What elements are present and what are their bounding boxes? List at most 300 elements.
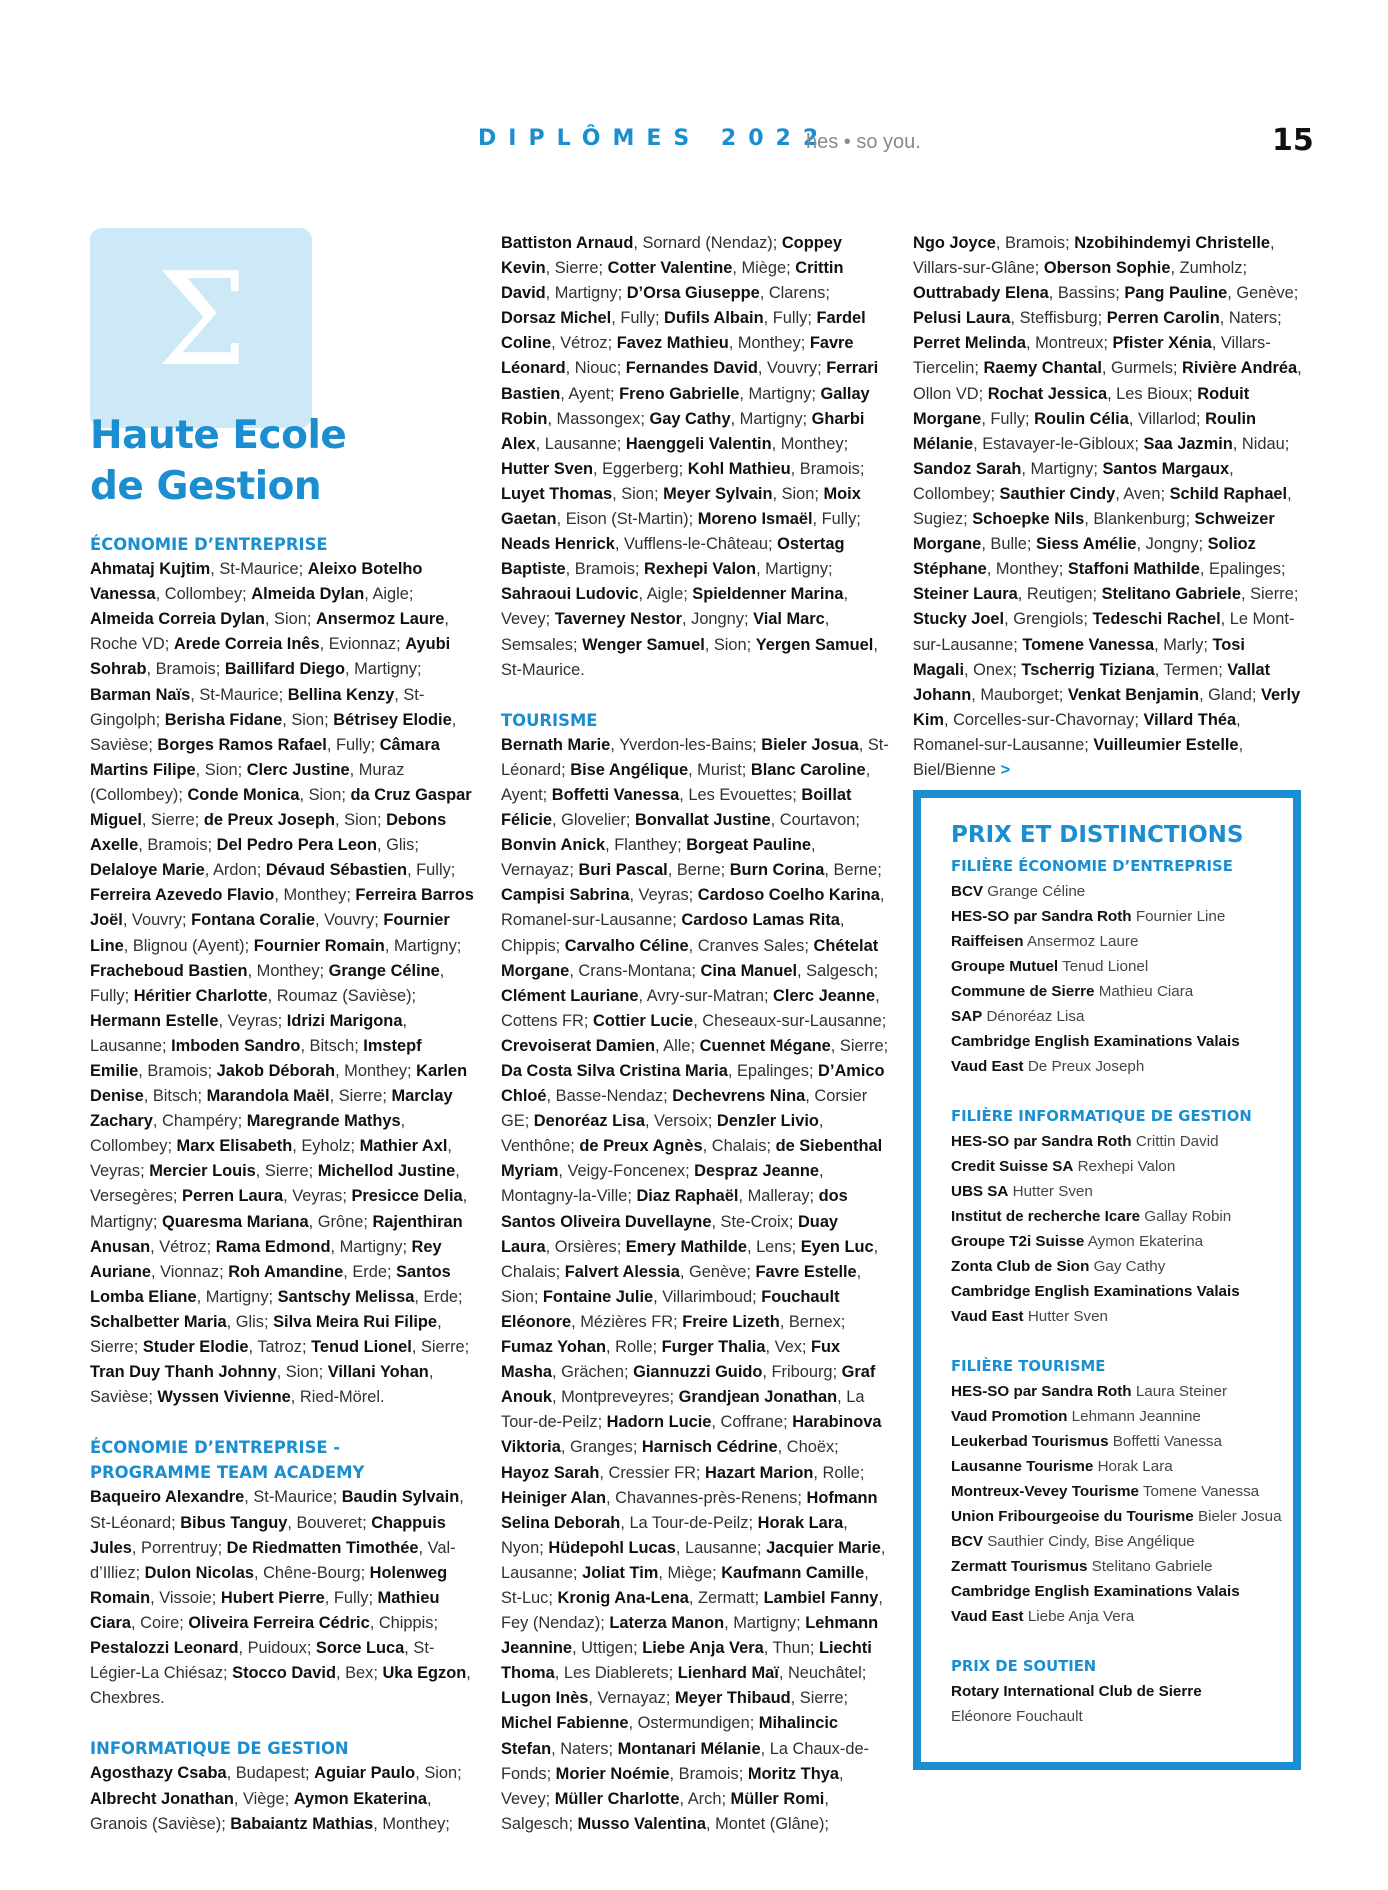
graduate-name: Wenger Samuel bbox=[582, 635, 705, 654]
graduate-place: Viège bbox=[243, 1789, 285, 1808]
graduate-name: Delaloye Marie bbox=[90, 861, 205, 880]
section-title: ÉCONOMIE D’ENTREPRISE bbox=[90, 535, 328, 554]
graduate-place: St-Luc bbox=[501, 1588, 549, 1607]
graduate-place: Aven bbox=[1123, 484, 1161, 503]
prize-sponsor: HES-SO par Sandra Roth bbox=[951, 1383, 1132, 1400]
graduate-name: Boffetti Vanessa bbox=[551, 785, 680, 804]
graduate-name: Aymon Ekaterina bbox=[293, 1789, 428, 1808]
graduate-place: Gland bbox=[1208, 685, 1252, 704]
prize-item bbox=[951, 1004, 1293, 1029]
graduate-name: Dufils Albain bbox=[664, 309, 764, 328]
graduate-name: Del Pedro Pera Leon bbox=[216, 836, 377, 855]
graduate-name: Fux Masha bbox=[501, 1338, 841, 1382]
graduate-place: Nyon bbox=[501, 1538, 540, 1557]
graduate-name: Hofmann Selina Deborah bbox=[501, 1488, 878, 1532]
graduate-name: Hayoz Sarah bbox=[501, 1463, 600, 1482]
graduate-name: Pang Pauline bbox=[1124, 284, 1228, 303]
graduate-place: Fully bbox=[990, 409, 1026, 428]
graduate-place: Martigny bbox=[393, 936, 457, 955]
graduate-place: Romanel-sur-Lausanne bbox=[913, 735, 1085, 754]
prize-winner: Stelitano Gabriele bbox=[1087, 1558, 1213, 1575]
graduate-name: Hüdepohl Lucas bbox=[548, 1538, 676, 1557]
graduate-place: Martigny bbox=[748, 384, 812, 403]
graduate-name: Montanari Mélanie bbox=[617, 1739, 761, 1758]
graduate-name: Berisha Fidane bbox=[164, 710, 283, 729]
graduate-name: Aleixo Botelho Vanessa bbox=[90, 560, 423, 604]
graduate-name: Uka Egzon bbox=[382, 1664, 467, 1683]
graduate-name: Furger Thalia bbox=[661, 1338, 766, 1357]
graduate-name: Buri Pascal bbox=[578, 861, 668, 880]
graduate-place: Sierre bbox=[264, 1162, 309, 1181]
graduate-place: Chippis bbox=[501, 936, 556, 955]
graduate-name: Gallay Robin bbox=[501, 384, 870, 428]
prize-item bbox=[951, 1604, 1293, 1629]
graduate-place: Reutigen bbox=[1026, 585, 1093, 604]
graduate-place: Roche VD bbox=[90, 635, 165, 654]
graduate-name: Roduit Morgane bbox=[913, 384, 1250, 428]
graduate-list: Baqueiro Alexandre, St-Maurice; Baudin Sylvain, St-Léonard; Bibus Tanguy, Bouveret; Chappuis Jules, Porrentruy; De Riedmatten Timothée, Val-d’Illiez; Dulon Nicolas, Chêne-Bourg; Holenweg Romain, Vissoie; Hubert Pierre, Fully; Mathieu Ciara, Coire; Oliveira Ferreira Cédric, Chippis; Pestalozzi Leonard, Puidoux; Sorce Luca, St-Légier-La Chiésaz; Stocco David, Bex; Uka Egzon, Chexbres. bbox=[90, 1488, 471, 1708]
graduate-place: Veigy-Foncenex bbox=[567, 1162, 686, 1181]
graduate-name: Duay Laura bbox=[501, 1212, 839, 1256]
graduate-name: Bétrisey Elodie bbox=[333, 710, 452, 729]
graduate-name: Marclay Zachary bbox=[90, 1087, 453, 1131]
graduate-place: Ste-Croix bbox=[720, 1212, 789, 1231]
graduate-place: Sierre bbox=[151, 811, 195, 830]
graduate-name: Cardoso Lamas Rita bbox=[681, 911, 840, 930]
prize-sponsor: Vaud East bbox=[951, 1608, 1024, 1625]
graduate-name: Mercier Louis bbox=[149, 1162, 256, 1181]
graduate-name: Quaresma Mariana bbox=[161, 1212, 309, 1231]
graduate-name: Ferreira Barros Joël bbox=[90, 886, 474, 930]
graduate-place: Collombey bbox=[164, 585, 243, 604]
graduate-place: Sornard (Nendaz) bbox=[642, 234, 773, 252]
graduate-list: Agosthazy Csaba, Budapest; Aguiar Paulo, Sion; Albrecht Jonathan, Viège; Aymon Ekaterina, Granois (Savièse); Babaiantz Mathias, Monthey; bbox=[90, 1764, 462, 1833]
graduate-name: Dévaud Sébastien bbox=[265, 861, 408, 880]
graduate-place: Les Bioux bbox=[1116, 384, 1189, 403]
graduate-name: Villani Yohan bbox=[327, 1363, 429, 1382]
prize-list bbox=[951, 1129, 1293, 1329]
graduate-place: Budapest bbox=[235, 1764, 305, 1783]
graduate-name: Rivière Andréa bbox=[1182, 359, 1298, 378]
graduate-place: Romanel-sur-Lausanne bbox=[501, 911, 673, 930]
graduate-name: Stucky Joel bbox=[913, 610, 1005, 629]
prize-sponsor: Montreux-Vevey Tourisme bbox=[951, 1483, 1139, 1500]
graduate-name: Hutter Sven bbox=[501, 459, 593, 478]
graduate-name: Tomene Vanessa bbox=[1022, 635, 1155, 654]
graduate-name: Despraz Jeanne bbox=[694, 1162, 819, 1181]
graduate-name: de Siebenthal Myriam bbox=[501, 1137, 883, 1181]
graduate-place: Porrentruy bbox=[141, 1538, 218, 1557]
graduate-name: Da Costa Silva Cristina Maria bbox=[501, 1062, 728, 1080]
graduate-place: Erde bbox=[423, 1287, 459, 1306]
graduate-place: Epalinges bbox=[736, 1062, 809, 1080]
graduate-place: Martigny bbox=[765, 560, 829, 579]
graduate-name: Siess Amélie bbox=[1035, 535, 1137, 554]
graduate-name: Tedeschi Rachel bbox=[1092, 610, 1221, 629]
graduate-name: Cottier Lucie bbox=[593, 1011, 694, 1030]
graduate-place: Nidau bbox=[1241, 434, 1285, 453]
graduate-name: Dulon Nicolas bbox=[144, 1563, 254, 1582]
graduate-place: Granois (Savièse) bbox=[90, 1814, 222, 1833]
graduate-place: Bramois bbox=[147, 1061, 208, 1080]
graduate-place: Uttigen bbox=[581, 1639, 634, 1658]
graduate-name: Bibus Tanguy bbox=[180, 1513, 288, 1532]
prize-sponsor: Credit Suisse SA bbox=[951, 1158, 1074, 1175]
graduate-name: Babaiantz Mathias bbox=[230, 1814, 374, 1833]
graduate-place: Salgesch bbox=[501, 1814, 569, 1833]
graduate-place: Estavayer-le-Gibloux bbox=[982, 434, 1135, 453]
prize-item bbox=[951, 904, 1293, 929]
graduate-place: Fully bbox=[821, 510, 857, 529]
graduate-name: Clerc Jeanne bbox=[773, 986, 876, 1005]
prize-winner: Fournier Line bbox=[1131, 908, 1226, 925]
graduate-name: Morier Noémie bbox=[555, 1764, 670, 1783]
prize-winner: Liebe Anja Vera bbox=[1023, 1608, 1135, 1625]
graduate-name: Müller Charlotte bbox=[554, 1789, 680, 1808]
prize-item bbox=[951, 954, 1293, 979]
prize-sponsor: Vaud Promotion bbox=[951, 1408, 1068, 1425]
graduate-place: Bassins bbox=[1057, 284, 1116, 303]
graduate-name: Sauthier Cindy bbox=[999, 484, 1116, 503]
graduate-name: De Riedmatten Timothée bbox=[226, 1538, 419, 1557]
graduate-place: Veyras bbox=[90, 1162, 141, 1181]
graduate-place: Chexbres bbox=[90, 1689, 161, 1708]
prize-winner: Hutter Sven bbox=[1008, 1183, 1093, 1200]
graduate-name: Bonvin Anick bbox=[501, 836, 606, 855]
graduate-name: de Preux Joseph bbox=[203, 811, 336, 830]
graduate-name: Jacquier Marie bbox=[766, 1538, 881, 1557]
graduate-place: Evionnaz bbox=[328, 635, 397, 654]
graduate-place: Venthône bbox=[501, 1137, 571, 1156]
prize-item bbox=[951, 1154, 1293, 1179]
graduate-place: Berne bbox=[833, 861, 878, 880]
graduate-place: Martigny bbox=[554, 284, 618, 303]
graduate-place: Fully bbox=[772, 309, 808, 328]
school-logo bbox=[90, 228, 312, 428]
graduate-place: Champéry bbox=[161, 1112, 238, 1131]
graduate-name: Mihalincic Stefan bbox=[501, 1714, 839, 1758]
prize-item bbox=[951, 1554, 1293, 1579]
graduate-name: Albrecht Jonathan bbox=[90, 1789, 234, 1808]
graduate-place: Jongny bbox=[691, 610, 744, 629]
prize-group-title: FILIÈRE TOURISME bbox=[951, 1358, 1106, 1375]
graduate-place: Naters bbox=[560, 1739, 609, 1758]
graduate-name: Müller Romi bbox=[730, 1789, 825, 1808]
graduate-name: Kronig Ana-Lena bbox=[557, 1588, 689, 1607]
graduate-place: Zumholz bbox=[1179, 259, 1243, 278]
graduate-name: Hazart Marion bbox=[705, 1463, 814, 1482]
graduate-place: Bouveret bbox=[296, 1513, 363, 1532]
graduate-name: Oberson Sophie bbox=[1043, 259, 1171, 278]
graduate-place: Sion bbox=[501, 1287, 534, 1306]
graduate-place: Vouvry bbox=[324, 911, 375, 930]
graduate-name: Vallat Johann bbox=[913, 660, 1271, 704]
prize-group-title: FILIÈRE ÉCONOMIE D’ENTREPRISE bbox=[951, 858, 1233, 875]
graduate-place: Zermatt bbox=[698, 1588, 755, 1607]
graduate-place: St-Maurice bbox=[253, 1488, 333, 1507]
graduate-name: Fontaine Julie bbox=[542, 1287, 654, 1306]
prizes-groups bbox=[951, 854, 1293, 1729]
graduate-name: Grandjean Jonathan bbox=[678, 1388, 838, 1407]
graduate-name: Falvert Alessia bbox=[564, 1262, 680, 1281]
graduate-name: Jakob Déborah bbox=[216, 1061, 336, 1080]
prize-item bbox=[951, 1054, 1293, 1079]
graduate-place: Puidoux bbox=[247, 1639, 307, 1658]
graduate-name: D’Orsa Giuseppe bbox=[626, 284, 760, 303]
graduate-name: Dorsaz Michel bbox=[501, 309, 612, 328]
graduate-place: La Chaux-de-Fonds bbox=[501, 1739, 870, 1783]
graduate-name: Clerc Justine bbox=[246, 760, 350, 779]
graduate-place: Mézières FR bbox=[580, 1312, 674, 1331]
graduate-name: Ostertag Baptiste bbox=[501, 535, 845, 579]
graduate-name: Holenweg Romain bbox=[90, 1563, 448, 1607]
school-name-line2: de Gestion bbox=[90, 464, 322, 509]
prize-item bbox=[951, 1479, 1293, 1504]
graduate-place: Les Diablerets bbox=[563, 1664, 669, 1683]
graduate-place: Monthey bbox=[283, 886, 347, 905]
graduate-name: Campisi Sabrina bbox=[501, 886, 630, 905]
prize-item bbox=[951, 1679, 1293, 1704]
graduate-place: Cranves Sales bbox=[697, 936, 805, 955]
graduate-place: Montagny-la-Ville bbox=[501, 1187, 628, 1206]
graduate-place: Monthey bbox=[780, 434, 844, 453]
prize-sponsor: Cambridge English Examinations Valais bbox=[951, 1583, 1240, 1600]
graduate-place: Les Evouettes bbox=[688, 785, 793, 804]
graduate-name: Rajenthiran Anusan bbox=[90, 1212, 463, 1256]
prize-item bbox=[951, 1279, 1293, 1304]
publication-title: DIPLÔMES 2022 bbox=[478, 126, 831, 151]
graduate-place: Veyras bbox=[638, 886, 689, 905]
graduate-name: Barman Naïs bbox=[90, 685, 191, 704]
graduate-name: Denzler Livio bbox=[716, 1112, 819, 1131]
graduate-place: Muraz (Collombey) bbox=[90, 760, 405, 804]
graduate-place: Naters bbox=[1228, 309, 1278, 328]
graduate-name: Horak Lara bbox=[757, 1513, 844, 1532]
graduate-name: Hermann Estelle bbox=[90, 1011, 219, 1030]
graduate-place: Sierre bbox=[420, 1338, 465, 1356]
graduate-place: Vevey bbox=[501, 1789, 546, 1808]
graduate-name: Câmara Martins Filipe bbox=[90, 735, 440, 779]
graduate-place: Versoix bbox=[654, 1112, 708, 1131]
graduate-name: Baudin Sylvain bbox=[341, 1488, 460, 1507]
graduate-name: Ferrari Bastien bbox=[501, 359, 879, 403]
prize-sponsor: UBS SA bbox=[951, 1183, 1009, 1200]
graduate-place: Vernayaz bbox=[597, 1689, 666, 1708]
graduate-place: St-Léonard bbox=[501, 735, 889, 779]
graduate-name: Almeida Correia Dylan bbox=[90, 610, 265, 629]
graduate-name: Studer Elodie bbox=[142, 1338, 249, 1356]
graduate-name: Sandoz Sarah bbox=[913, 459, 1022, 478]
graduate-name: Diaz Raphaël bbox=[636, 1187, 739, 1206]
graduate-name: Rama Edmond bbox=[215, 1237, 331, 1256]
prize-winner: Gay Cathy bbox=[1089, 1258, 1166, 1275]
graduate-place: Steffisburg bbox=[1019, 309, 1098, 328]
prize-sponsor: Cambridge English Examinations Valais bbox=[951, 1033, 1240, 1050]
column-2 bbox=[501, 231, 889, 1837]
graduate-name: Luyet Thomas bbox=[501, 484, 613, 503]
graduate-name: Bieler Josua bbox=[761, 735, 859, 754]
graduate-place: St-Maurice bbox=[219, 560, 299, 579]
graduate-name: Moreno Ismaël bbox=[697, 510, 813, 529]
graduate-place: Montreux bbox=[1035, 334, 1104, 353]
graduate-name: Rochat Jessica bbox=[987, 384, 1108, 403]
graduate-place: Flanthey bbox=[614, 836, 678, 855]
graduate-place: Fey (Nendaz) bbox=[501, 1614, 601, 1633]
graduate-place: Cheseaux-sur-Lausanne bbox=[702, 1011, 882, 1030]
prize-sponsor: Vaud East bbox=[951, 1058, 1024, 1075]
prize-item bbox=[951, 1379, 1293, 1404]
graduate-name: D’Amico Chloé bbox=[501, 1062, 885, 1106]
graduate-name: Raemy Chantal bbox=[983, 359, 1102, 378]
graduate-place: Collombey bbox=[913, 484, 991, 503]
graduate-name: Agosthazy Csaba bbox=[90, 1764, 227, 1783]
column-1 bbox=[90, 532, 478, 1837]
graduate-place: Sion bbox=[274, 610, 307, 629]
graduate-name: Santschy Melissa bbox=[277, 1287, 415, 1306]
graduate-place: Coffrane bbox=[720, 1413, 784, 1432]
graduate-place: Vétroz bbox=[159, 1237, 207, 1256]
prize-winner: Horak Lara bbox=[1093, 1458, 1173, 1475]
graduate-name: Musso Valentina bbox=[577, 1814, 706, 1833]
graduate-name: Chételat Morgane bbox=[501, 936, 879, 980]
graduate-name: Maregrande Mathys bbox=[246, 1112, 401, 1131]
graduate-name: Villard Théa bbox=[1143, 710, 1237, 729]
graduate-place: Martigny bbox=[733, 1614, 797, 1633]
graduate-place: Bramois bbox=[1005, 234, 1066, 252]
graduate-name: Outtrabady Elena bbox=[913, 284, 1049, 303]
graduate-name: Roh Amandine bbox=[228, 1262, 344, 1281]
graduate-name: Kohl Mathieu bbox=[687, 459, 791, 478]
graduate-place: Alle bbox=[663, 1036, 691, 1055]
prize-item bbox=[951, 1229, 1293, 1254]
prize-sponsor: SAP bbox=[951, 1008, 983, 1025]
graduate-place: Versegères bbox=[90, 1187, 173, 1206]
prize-group-title: FILIÈRE INFORMATIQUE DE GESTION bbox=[951, 1108, 1252, 1125]
graduate-name: Karlen Denise bbox=[90, 1061, 468, 1106]
graduate-name: Oliveira Ferreira Cédric bbox=[188, 1613, 370, 1632]
graduate-place: Ayent bbox=[501, 785, 543, 804]
graduate-name: Perren Laura bbox=[182, 1187, 284, 1206]
graduate-place: St-Maurice bbox=[199, 685, 279, 704]
graduate-place: Bramois bbox=[678, 1764, 739, 1783]
graduate-place: Corsier GE bbox=[501, 1087, 868, 1131]
prize-sponsor: Groupe T2i Suisse bbox=[951, 1233, 1085, 1250]
prize-sponsor: Groupe Mutuel bbox=[951, 958, 1059, 975]
graduate-name: Hubert Pierre bbox=[220, 1588, 325, 1607]
graduate-name: Verly Kim bbox=[913, 685, 1301, 729]
graduate-place: Termen bbox=[1163, 660, 1219, 679]
graduate-name: Stocco David bbox=[232, 1664, 336, 1683]
graduate-place: Sierre bbox=[90, 1338, 134, 1356]
school-name-line1: Haute Ecole bbox=[90, 413, 347, 458]
graduate-place: Cottens FR bbox=[501, 1011, 584, 1030]
graduate-place: Eggerberg bbox=[602, 459, 679, 478]
continue-arrow-icon: > bbox=[995, 760, 1011, 779]
graduate-name: Wyssen Vivienne bbox=[157, 1388, 291, 1407]
graduate-place: Vissoie bbox=[159, 1588, 212, 1607]
graduate-place: Ayent bbox=[568, 384, 611, 403]
prize-sponsor: Commune de Sierre bbox=[951, 983, 1095, 1000]
graduate-name: Cina Manuel bbox=[700, 961, 798, 980]
graduate-place: Fully bbox=[620, 309, 655, 328]
graduate-place: Le Mont-sur-Lausanne bbox=[913, 610, 1295, 654]
graduate-name: Boillat Félicie bbox=[501, 785, 852, 830]
prize-list bbox=[951, 1379, 1293, 1629]
sigma-icon: Σ bbox=[156, 246, 248, 395]
graduate-place: Cressier FR bbox=[608, 1463, 696, 1482]
graduate-name: Denoréaz Lisa bbox=[533, 1112, 645, 1131]
graduate-place: Choëx bbox=[786, 1438, 835, 1457]
prize-winner: Laura Steiner bbox=[1131, 1383, 1227, 1400]
graduate-name: Michellod Justine bbox=[317, 1162, 456, 1181]
graduate-place: Aigle bbox=[372, 585, 409, 604]
graduate-place: Grengiols bbox=[1013, 610, 1084, 629]
graduate-place: Niouc bbox=[574, 359, 617, 378]
graduate-name: Bonvallat Justine bbox=[634, 811, 771, 830]
prize-sponsor: Vaud East bbox=[951, 1308, 1024, 1325]
graduate-name: Marx Elisabeth bbox=[176, 1137, 293, 1156]
graduate-name: Rexhepi Valon bbox=[644, 560, 757, 579]
graduate-place: Vevey bbox=[501, 610, 546, 629]
graduate-place: Bitsch bbox=[309, 1036, 355, 1055]
prize-group-title: PRIX DE SOUTIEN bbox=[951, 1658, 1097, 1675]
graduate-place: Martigny bbox=[739, 409, 803, 428]
graduate-name: Carvalho Céline bbox=[564, 936, 689, 955]
graduate-place: St-Maurice bbox=[501, 660, 581, 679]
graduate-name: Perren Carolin bbox=[1106, 309, 1220, 328]
graduate-name: Crittin David bbox=[501, 259, 844, 303]
graduate-name: Schoepke Nils bbox=[972, 510, 1085, 529]
page-header bbox=[0, 123, 1388, 166]
prize-sponsor: HES-SO par Sandra Roth bbox=[951, 908, 1132, 925]
graduate-place: Sion bbox=[308, 785, 342, 804]
graduate-name: Pfister Xénia bbox=[1112, 334, 1212, 353]
graduate-name: Debons Axelle bbox=[90, 811, 447, 855]
graduate-name: Lambiel Fanny bbox=[763, 1588, 879, 1607]
graduate-place: Ollon VD bbox=[913, 384, 979, 403]
prize-item bbox=[951, 1529, 1293, 1554]
graduate-name: Bernath Marie bbox=[501, 735, 611, 754]
graduate-place: Salgesch bbox=[806, 961, 874, 980]
graduate-place: Orsières bbox=[554, 1237, 617, 1256]
graduate-name: Aguiar Paulo bbox=[314, 1764, 416, 1783]
graduate-name: Neads Henrick bbox=[501, 535, 615, 554]
prize-winner: Lehmann Jeannine bbox=[1067, 1408, 1201, 1425]
graduate-name: Meyer Sylvain bbox=[663, 484, 773, 503]
graduate-place: Lausanne bbox=[684, 1538, 757, 1557]
graduate-place: Chippis bbox=[378, 1613, 434, 1632]
graduate-name: Lugon Inès bbox=[501, 1689, 589, 1708]
prize-winner: Rexhepi Valon bbox=[1073, 1158, 1176, 1175]
graduate-place: Grône bbox=[317, 1212, 364, 1231]
graduate-name: Sahraoui Ludovic bbox=[501, 585, 639, 604]
graduate-name: Cotter Valentine bbox=[607, 259, 733, 278]
prize-item bbox=[951, 1254, 1293, 1279]
graduate-place: Eison (St-Martin) bbox=[565, 510, 689, 529]
prize-sponsor: BCV bbox=[951, 883, 984, 900]
graduate-place: Montet (Glâne) bbox=[715, 1814, 825, 1833]
graduate-place: Roumaz (Savièse) bbox=[276, 986, 412, 1005]
graduate-name: Lienhard Maï bbox=[677, 1664, 779, 1683]
graduate-name: Santos Margaux bbox=[1102, 459, 1230, 478]
graduate-place: Vex bbox=[774, 1338, 802, 1357]
prize-item bbox=[951, 1129, 1293, 1154]
graduate-place: Arch bbox=[687, 1789, 722, 1808]
graduate-name: Meyer Thibaud bbox=[674, 1689, 791, 1708]
prize-winner: Dénoréaz Lisa bbox=[982, 1008, 1085, 1025]
graduate-place: Tatroz bbox=[257, 1338, 302, 1356]
graduate-place: Sion bbox=[344, 811, 377, 830]
